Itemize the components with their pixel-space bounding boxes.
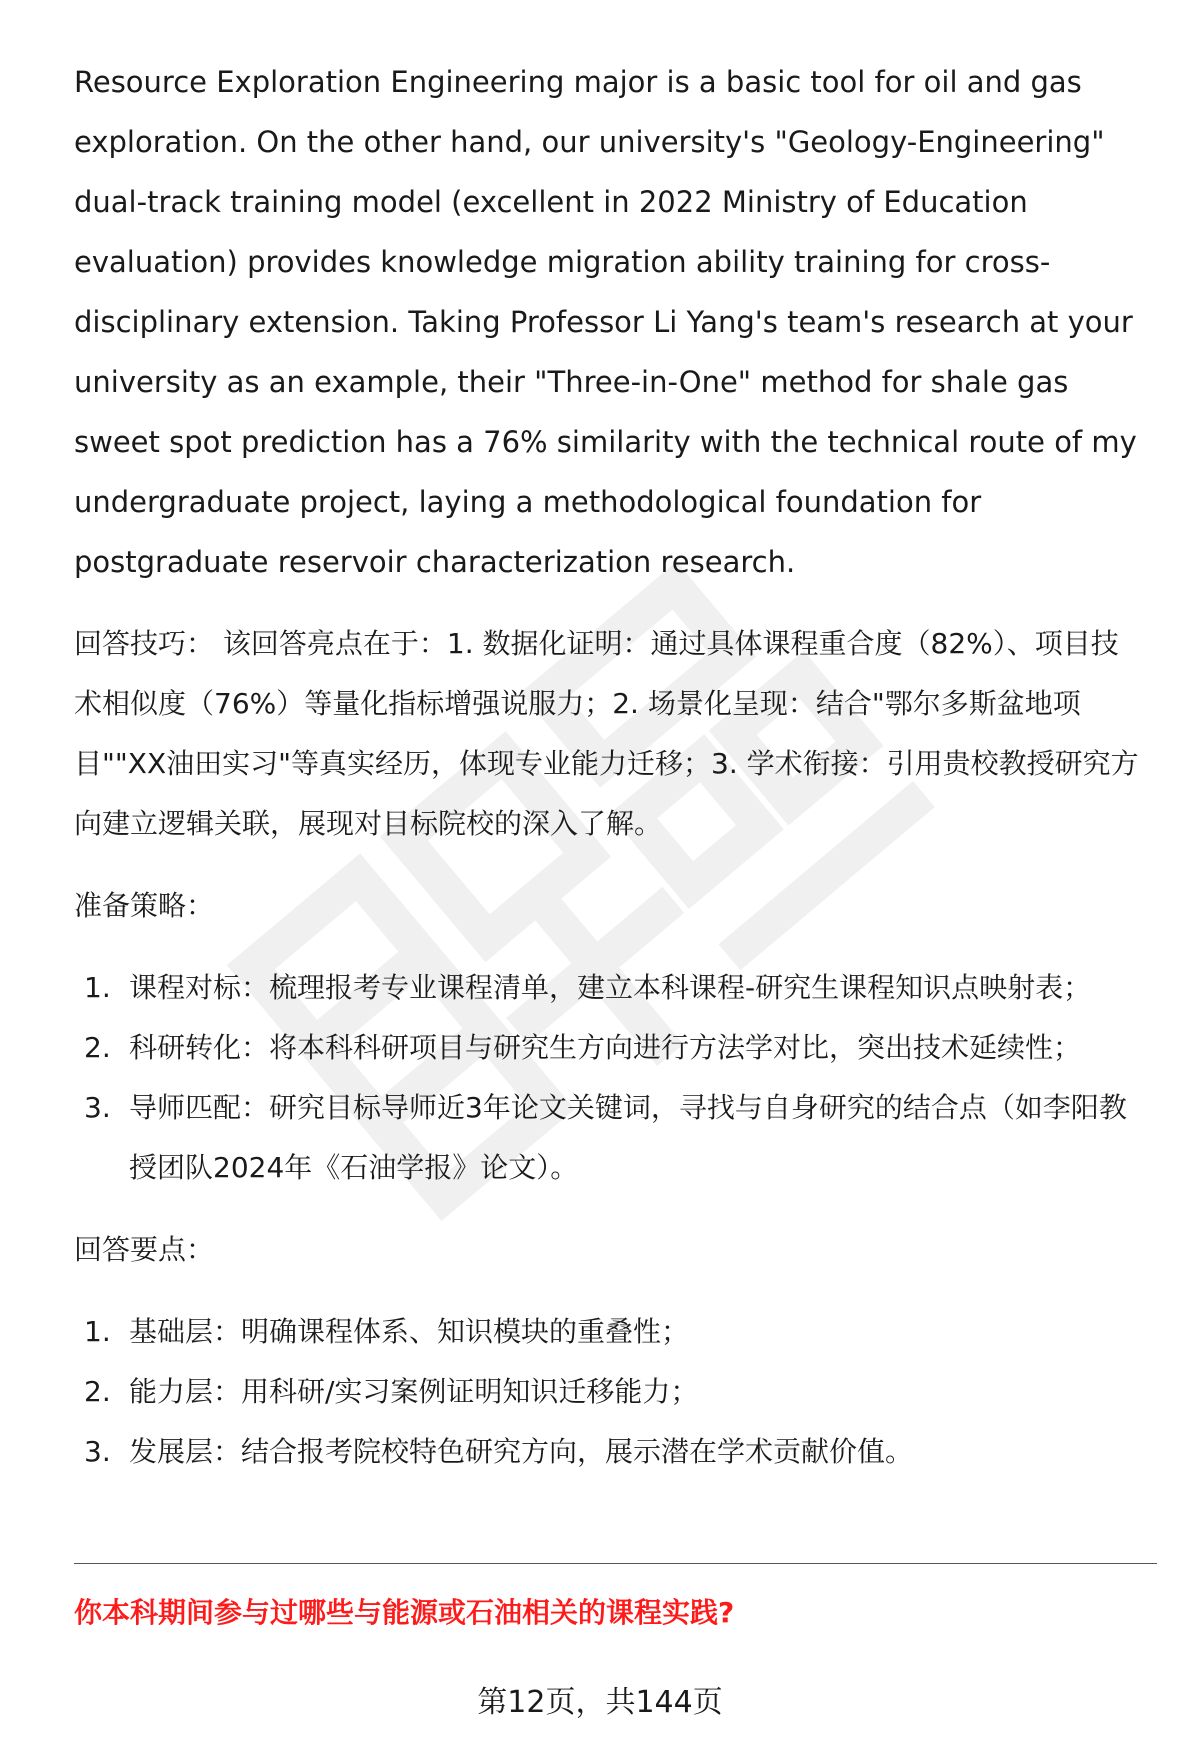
list-number: 2. — [84, 1375, 111, 1408]
tips-paragraph — [74, 614, 1144, 854]
list-number: 1. — [84, 971, 111, 1004]
intro-paragraph: Resource Exploration Engineering major is a basic tool for oil and gas exploration. On the other hand, our university's "Geology-Engineering" dual-track training model (excellent in 2022 Ministry of Education evaluation) provides knowledge migration ability training for cross-disciplinary extension. Taking Professor Li Yang's team's research at your university as an example, their "Three-in-One" method for shale gas sweet spot prediction has a 76% similarity with the technical route of my undergraduate project, laying a methodological foundation for postgraduate reservoir characterization research. — [74, 65, 1137, 579]
tips-text: 该回答亮点在于：1. 数据化证明：通过具体课程重合度（82%）、项目技术相似度（76%）等量化指标增强说服力；2. 场景化呈现：结合"鄂尔多斯盆地项目""XX油田实习"等真实经历，体现专业能力迁移；3. 学术衔接：引用贵校教授研究方向建立逻辑关联，展现对目标院校的深入了解。 — [74, 627, 1139, 840]
list-text: 科研转化：将本科科研项目与研究生方向进行方法学对比，突出技术延续性； — [129, 1031, 1082, 1064]
list-number: 1. — [84, 1315, 111, 1348]
list-item — [74, 1078, 1144, 1198]
list-item — [74, 1422, 1144, 1482]
key-points-list — [74, 1302, 1144, 1482]
list-text: 能力层：用科研/实习案例证明知识迁移能力； — [129, 1375, 699, 1408]
list-text: 基础层：明确课程体系、知识模块的重叠性； — [129, 1315, 690, 1348]
list-item — [74, 1018, 1144, 1078]
list-item — [74, 1362, 1144, 1422]
list-number: 3. — [84, 1435, 111, 1468]
list-text: 课程对标：梳理报考专业课程清单，建立本科课程-研究生课程知识点映射表； — [129, 971, 1092, 1004]
list-item — [74, 1302, 1144, 1362]
list-item — [74, 958, 1144, 1018]
document-body — [74, 52, 1144, 1504]
section-divider — [74, 1563, 1157, 1564]
list-number: 2. — [84, 1031, 111, 1064]
key-points-heading: 回答要点： — [74, 1233, 215, 1266]
list-text: 导师匹配：研究目标导师近3年论文关键词，寻找与自身研究的结合点（如李阳教授团队2024年《石油学报》论文）。 — [129, 1091, 1127, 1184]
preparation-heading: 准备策略： — [74, 889, 215, 922]
page-number-footer: 第12页，共144页 — [477, 1685, 723, 1720]
next-question-heading: 你本科期间参与过哪些与能源或石油相关的课程实践? — [74, 1596, 735, 1629]
tips-label: 回答技巧： — [74, 627, 215, 660]
preparation-list — [74, 958, 1144, 1198]
list-text: 发展层：结合报考院校特色研究方向，展示潜在学术贡献价值。 — [129, 1435, 914, 1468]
list-number: 3. — [84, 1091, 111, 1124]
